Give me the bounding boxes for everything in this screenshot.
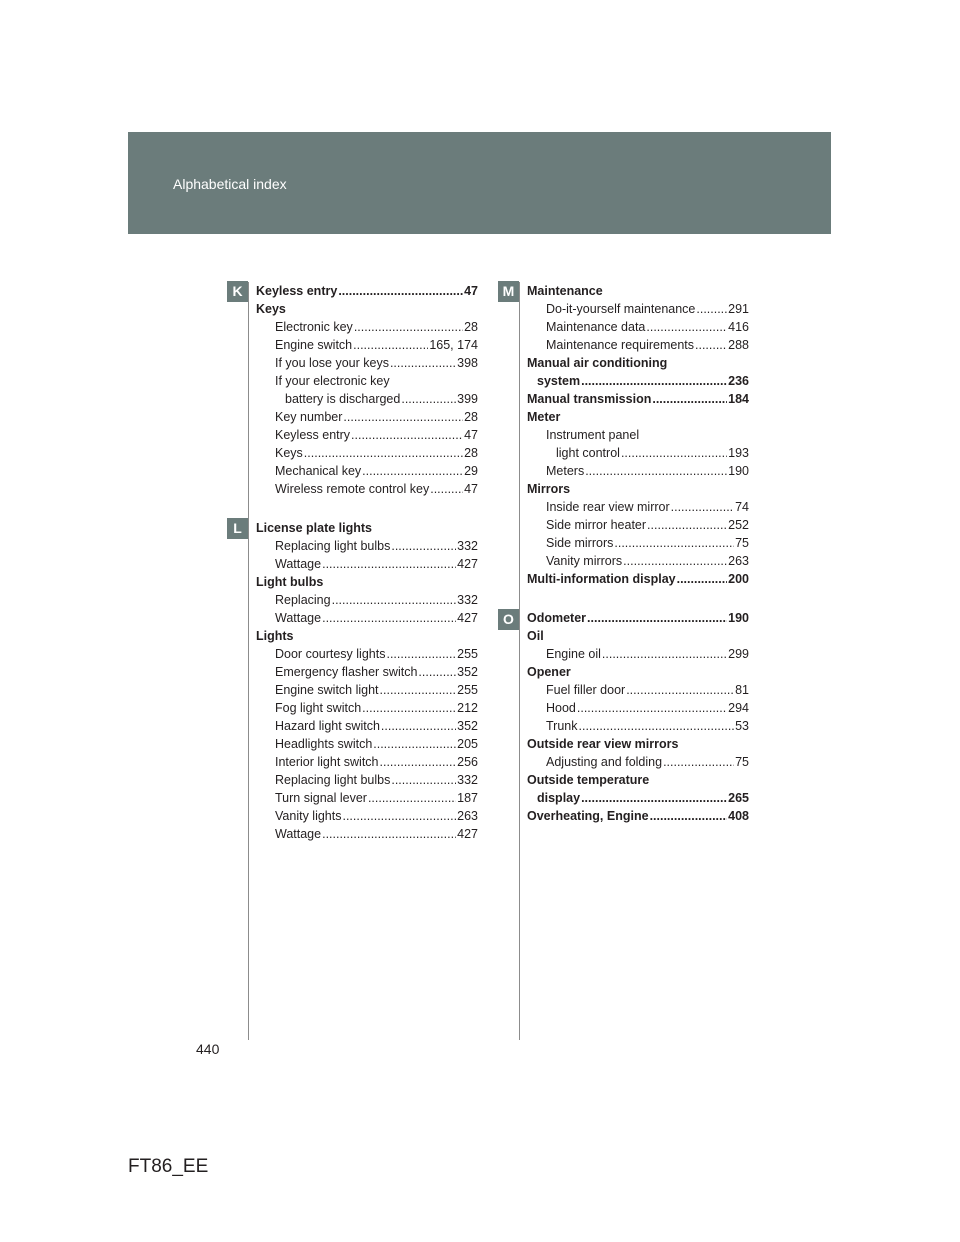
entry-page: 75 bbox=[735, 755, 749, 769]
index-entry bbox=[256, 717, 478, 735]
entry-term: Vanity mirrors bbox=[546, 554, 623, 568]
entry-page: 190 bbox=[728, 611, 749, 625]
entry-term: battery is discharged bbox=[285, 392, 401, 406]
entry-page: 190 bbox=[728, 464, 749, 478]
entry-term: Meters bbox=[546, 464, 585, 478]
index-entry bbox=[527, 789, 749, 807]
index-entry bbox=[256, 753, 478, 771]
index-entry bbox=[256, 681, 478, 699]
leader-dots bbox=[626, 681, 734, 699]
index-entry bbox=[527, 627, 749, 645]
entry-term: Side mirrors bbox=[546, 536, 614, 550]
leader-dots bbox=[390, 354, 456, 372]
index-entry bbox=[527, 663, 749, 681]
index-entry bbox=[527, 282, 749, 300]
entry-page: 408 bbox=[728, 809, 749, 823]
page-title: Alphabetical index bbox=[173, 176, 287, 192]
section-o bbox=[527, 609, 749, 825]
entry-page: 427 bbox=[457, 557, 478, 571]
index-entry bbox=[256, 771, 478, 789]
leader-dots bbox=[581, 789, 727, 807]
entry-page: 263 bbox=[457, 809, 478, 823]
entry-term: If your electronic key bbox=[275, 374, 390, 388]
index-entry bbox=[256, 480, 478, 498]
leader-dots bbox=[677, 570, 728, 588]
index-entry bbox=[527, 462, 749, 480]
entry-page: 28 bbox=[464, 446, 478, 460]
entry-term: Key number bbox=[275, 410, 343, 424]
leader-dots bbox=[391, 537, 456, 555]
leader-dots bbox=[614, 534, 734, 552]
index-entry bbox=[527, 336, 749, 354]
leader-dots bbox=[342, 807, 456, 825]
index-entry bbox=[256, 663, 478, 681]
index-entry bbox=[256, 555, 478, 573]
index-entry bbox=[256, 372, 478, 390]
leader-dots bbox=[587, 609, 727, 627]
right-divider bbox=[519, 282, 520, 1040]
leader-dots bbox=[652, 390, 727, 408]
page-number: 440 bbox=[196, 1041, 220, 1057]
leader-dots bbox=[579, 717, 735, 735]
leader-dots bbox=[380, 753, 457, 771]
leader-dots bbox=[663, 753, 734, 771]
leader-dots bbox=[671, 498, 734, 516]
index-entry bbox=[256, 354, 478, 372]
index-entry bbox=[527, 390, 749, 408]
entry-page: 288 bbox=[728, 338, 749, 352]
index-entry bbox=[256, 318, 478, 336]
leader-dots bbox=[577, 699, 727, 717]
index-entry bbox=[256, 807, 478, 825]
footer-code: FT86_EE bbox=[128, 1156, 209, 1177]
entry-term: Wattage bbox=[275, 827, 322, 841]
entry-term: Manual transmission bbox=[527, 392, 652, 406]
entry-page: 252 bbox=[728, 518, 749, 532]
entry-term: Do-it-yourself maintenance bbox=[546, 302, 696, 316]
leader-dots bbox=[602, 645, 727, 663]
entry-term: Replacing bbox=[275, 593, 331, 607]
leader-dots bbox=[353, 336, 428, 354]
entry-term: Mirrors bbox=[527, 482, 571, 496]
leader-dots bbox=[646, 318, 727, 336]
section-k bbox=[256, 282, 478, 498]
index-entry bbox=[256, 336, 478, 354]
index-entry bbox=[527, 426, 749, 444]
entry-term: Keys bbox=[256, 302, 286, 316]
entry-term: Oil bbox=[527, 629, 544, 643]
entry-page: 352 bbox=[457, 665, 478, 679]
section-letter-k: K bbox=[227, 281, 248, 302]
entry-page: 28 bbox=[464, 410, 478, 424]
leader-dots bbox=[322, 609, 456, 627]
index-entry bbox=[527, 354, 749, 372]
entry-term: Emergency flasher switch bbox=[275, 665, 418, 679]
entry-term: Adjusting and folding bbox=[546, 755, 663, 769]
section-letter-l: L bbox=[227, 518, 248, 539]
leader-dots bbox=[623, 552, 727, 570]
entry-term: Instrument panel bbox=[546, 428, 640, 442]
left-divider bbox=[248, 282, 249, 1040]
entry-term: Replacing light bulbs bbox=[275, 539, 391, 553]
entry-page: 187 bbox=[457, 791, 478, 805]
index-entry bbox=[256, 519, 478, 537]
entry-term: Wattage bbox=[275, 557, 322, 571]
index-entry bbox=[527, 609, 749, 627]
index-entry bbox=[256, 645, 478, 663]
entry-page: 29 bbox=[464, 464, 478, 478]
entry-term: Fog light switch bbox=[275, 701, 362, 715]
entry-term: Inside rear view mirror bbox=[546, 500, 670, 514]
entry-page: 47 bbox=[464, 284, 478, 298]
index-entry bbox=[527, 408, 749, 426]
index-entry bbox=[256, 426, 478, 444]
entry-term: Vanity lights bbox=[275, 809, 342, 823]
entry-page: 236 bbox=[728, 374, 749, 388]
leader-dots bbox=[430, 480, 463, 498]
index-entry bbox=[527, 807, 749, 825]
entry-term: Electronic key bbox=[275, 320, 353, 334]
index-entry bbox=[256, 390, 478, 408]
entry-page: 427 bbox=[457, 611, 478, 625]
leader-dots bbox=[381, 717, 456, 735]
leader-dots bbox=[368, 789, 456, 807]
entry-term: Outside rear view mirrors bbox=[527, 737, 679, 751]
entry-term: Lights bbox=[256, 629, 294, 643]
entry-term: Hazard light switch bbox=[275, 719, 380, 733]
entry-page: 75 bbox=[735, 536, 749, 550]
index-entry bbox=[527, 372, 749, 390]
index-entry bbox=[527, 681, 749, 699]
entry-page: 398 bbox=[457, 356, 478, 370]
section-letter-o: O bbox=[498, 609, 519, 630]
leader-dots bbox=[322, 825, 456, 843]
index-entry bbox=[527, 480, 749, 498]
index-entry bbox=[527, 444, 749, 462]
index-entry bbox=[256, 735, 478, 753]
entry-term: Manual air conditioning bbox=[527, 356, 668, 370]
entry-term: Light bulbs bbox=[256, 575, 324, 589]
entry-term: Opener bbox=[527, 665, 571, 679]
entry-term: Turn signal lever bbox=[275, 791, 367, 805]
entry-term: Replacing light bulbs bbox=[275, 773, 391, 787]
entry-term: Mechanical key bbox=[275, 464, 362, 478]
entry-page: 265 bbox=[728, 791, 749, 805]
entry-page: 47 bbox=[464, 428, 478, 442]
index-entry bbox=[527, 552, 749, 570]
index-column-left bbox=[256, 282, 478, 843]
entry-page: 291 bbox=[728, 302, 749, 316]
leader-dots bbox=[343, 408, 463, 426]
index-entry bbox=[527, 645, 749, 663]
entry-page: 299 bbox=[728, 647, 749, 661]
leader-dots bbox=[386, 645, 456, 663]
entry-term: Headlights switch bbox=[275, 737, 373, 751]
leader-dots bbox=[373, 735, 456, 753]
leader-dots bbox=[391, 771, 456, 789]
entry-page: 81 bbox=[735, 683, 749, 697]
entry-page: 294 bbox=[728, 701, 749, 715]
index-entry bbox=[256, 789, 478, 807]
entry-term: Outside temperature bbox=[527, 773, 650, 787]
entry-page: 263 bbox=[728, 554, 749, 568]
index-entry bbox=[527, 735, 749, 753]
index-entry bbox=[527, 717, 749, 735]
entry-page: 47 bbox=[464, 482, 478, 496]
entry-page: 200 bbox=[728, 572, 749, 586]
entry-page: 74 bbox=[735, 500, 749, 514]
entry-page: 399 bbox=[457, 392, 478, 406]
leader-dots bbox=[351, 426, 463, 444]
index-entry bbox=[527, 771, 749, 789]
leader-dots bbox=[401, 390, 456, 408]
leader-dots bbox=[650, 807, 728, 825]
index-entry bbox=[256, 300, 478, 318]
leader-dots bbox=[362, 699, 456, 717]
entry-page: 256 bbox=[457, 755, 478, 769]
entry-page: 212 bbox=[457, 701, 478, 715]
entry-term: Door courtesy lights bbox=[275, 647, 386, 661]
entry-term: Maintenance bbox=[527, 284, 603, 298]
index-entry bbox=[527, 318, 749, 336]
entry-term: Maintenance data bbox=[546, 320, 646, 334]
index-entry bbox=[256, 573, 478, 591]
entry-term: If you lose your keys bbox=[275, 356, 389, 370]
entry-page: 332 bbox=[457, 539, 478, 553]
index-entry bbox=[256, 627, 478, 645]
entry-term: Multi-information display bbox=[527, 572, 676, 586]
entry-term: Fuel filler door bbox=[546, 683, 626, 697]
entry-page: 28 bbox=[464, 320, 478, 334]
entry-term: Wireless remote control key bbox=[275, 482, 430, 496]
index-entry bbox=[527, 534, 749, 552]
index-entry bbox=[527, 498, 749, 516]
index-entry bbox=[256, 591, 478, 609]
entry-term: Wattage bbox=[275, 611, 322, 625]
leader-dots bbox=[581, 372, 727, 390]
index-entry bbox=[527, 570, 749, 588]
index-entry bbox=[256, 408, 478, 426]
section-m bbox=[527, 282, 749, 588]
index-entry bbox=[256, 825, 478, 843]
entry-term: Maintenance requirements bbox=[546, 338, 694, 352]
leader-dots bbox=[322, 555, 456, 573]
entry-page: 53 bbox=[735, 719, 749, 733]
leader-dots bbox=[695, 336, 727, 354]
index-entry bbox=[256, 537, 478, 555]
index-entry bbox=[256, 462, 478, 480]
entry-page: 205 bbox=[457, 737, 478, 751]
entry-page: 255 bbox=[457, 683, 478, 697]
entry-term: Odometer bbox=[527, 611, 587, 625]
entry-page: 332 bbox=[457, 593, 478, 607]
page-header bbox=[128, 132, 831, 234]
leader-dots bbox=[338, 282, 463, 300]
index-entry bbox=[256, 282, 478, 300]
entry-term: Side mirror heater bbox=[546, 518, 647, 532]
entry-term: Keyless entry bbox=[256, 284, 338, 298]
leader-dots bbox=[354, 318, 463, 336]
entry-term: system bbox=[537, 374, 581, 388]
entry-page: 184 bbox=[728, 392, 749, 406]
entry-page: 427 bbox=[457, 827, 478, 841]
leader-dots bbox=[621, 444, 727, 462]
entry-term: Overheating, Engine bbox=[527, 809, 649, 823]
entry-term: Engine oil bbox=[546, 647, 601, 661]
entry-term: light control bbox=[556, 446, 620, 460]
index-entry bbox=[256, 699, 478, 717]
entry-page: 165, 174 bbox=[429, 338, 478, 352]
leader-dots bbox=[647, 516, 727, 534]
index-entry bbox=[527, 516, 749, 534]
section-l bbox=[256, 519, 478, 843]
entry-term: Engine switch bbox=[275, 338, 353, 352]
entry-term: Keyless entry bbox=[275, 428, 351, 442]
leader-dots bbox=[696, 300, 727, 318]
entry-page: 193 bbox=[728, 446, 749, 460]
index-entry bbox=[527, 300, 749, 318]
index-column-right bbox=[527, 282, 749, 825]
index-entry bbox=[256, 609, 478, 627]
leader-dots bbox=[380, 681, 457, 699]
index-entry bbox=[256, 444, 478, 462]
entry-term: License plate lights bbox=[256, 521, 373, 535]
entry-term: Meter bbox=[527, 410, 561, 424]
leader-dots bbox=[332, 591, 457, 609]
leader-dots bbox=[418, 663, 456, 681]
entry-page: 255 bbox=[457, 647, 478, 661]
index-entry bbox=[527, 753, 749, 771]
entry-term: Trunk bbox=[546, 719, 578, 733]
entry-term: display bbox=[537, 791, 581, 805]
entry-page: 416 bbox=[728, 320, 749, 334]
entry-term: Hood bbox=[546, 701, 576, 715]
entry-page: 352 bbox=[457, 719, 478, 733]
entry-page: 332 bbox=[457, 773, 478, 787]
leader-dots bbox=[362, 462, 463, 480]
entry-term: Keys bbox=[275, 446, 303, 460]
leader-dots bbox=[585, 462, 727, 480]
entry-term: Interior light switch bbox=[275, 755, 379, 769]
entry-term: Engine switch light bbox=[275, 683, 379, 697]
index-entry bbox=[527, 699, 749, 717]
section-letter-m: M bbox=[498, 281, 519, 302]
leader-dots bbox=[304, 444, 463, 462]
